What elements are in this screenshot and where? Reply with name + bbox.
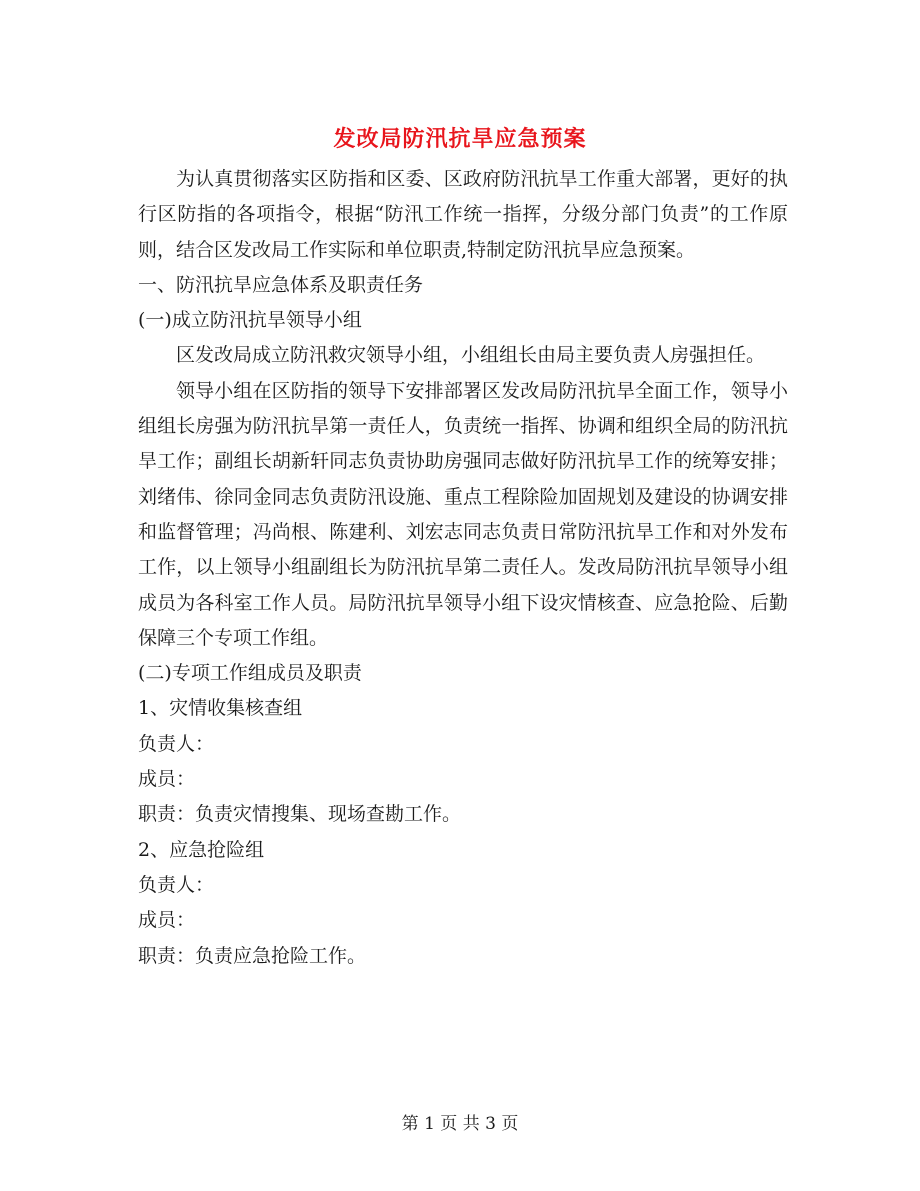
group-heading-1: 1、灾情收集核查组 — [138, 697, 303, 720]
subsection-heading-1: (一)成立防汛抗旱领导小组 — [138, 309, 362, 332]
group-heading-2: 2、应急抢险组 — [138, 838, 265, 861]
intro-paragraph: 为认真贯彻落实区防指和区委、区政府防汛抗旱工作重大部署，更好的执行区防指的各项指令，根据“防汛工作统一指挥，分级分部门负责”的工作原则，结合区发改局工作实际和单位职责,特制定防汛抗旱应急预案。 — [138, 168, 788, 261]
page-number-footer: 第 1 页 共 3 页 — [401, 1114, 519, 1134]
subsection-heading-2: (二)专项工作组成员及职责 — [138, 662, 362, 685]
group-2-leader: 负责人： — [138, 873, 215, 896]
group-1-duties: 职责：负责灾情搜集、现场查勘工作。 — [138, 803, 462, 826]
document-title: 发改局防汛抗旱应急预案 — [333, 125, 587, 152]
leadership-paragraph: 区发改局成立防汛救灾领导小组，小组组长由局主要负责人房强担任。 — [176, 344, 766, 367]
group-2-members: 成员： — [138, 909, 196, 932]
group-1-leader: 负责人： — [138, 732, 215, 755]
document-body — [138, 162, 788, 974]
section-heading-1: 一、防汛抗旱应急体系及职责任务 — [138, 273, 424, 296]
group-1-members: 成员： — [138, 768, 196, 791]
responsibilities-paragraph: 领导小组在区防指的领导下安排部署区发改局防汛抗旱全面工作，领导小组组长房强为防汛抗旱第一责任人，负责统一指挥、协调和组织全局的防汛抗旱工作；副组长胡新轩同志负责协助房强同志做好防汛抗旱工作的统筹安排；刘绪伟、徐同金同志负责防汛设施、重点工程除险加固规划及建设的协调安排和监督管理；冯尚根、陈建利、刘宏志同志负责日常防汛抗旱工作和对外发布工作，以上领导小组副组长为防汛抗旱第二责任人。发改局防汛抗旱领导小组成员为各科室工作人员。局防汛抗旱领导小组下设灾情核查、应急抢险、后勤保障三个专项工作组。 — [138, 379, 788, 649]
group-2-duties: 职责：负责应急抢险工作。 — [138, 944, 367, 967]
